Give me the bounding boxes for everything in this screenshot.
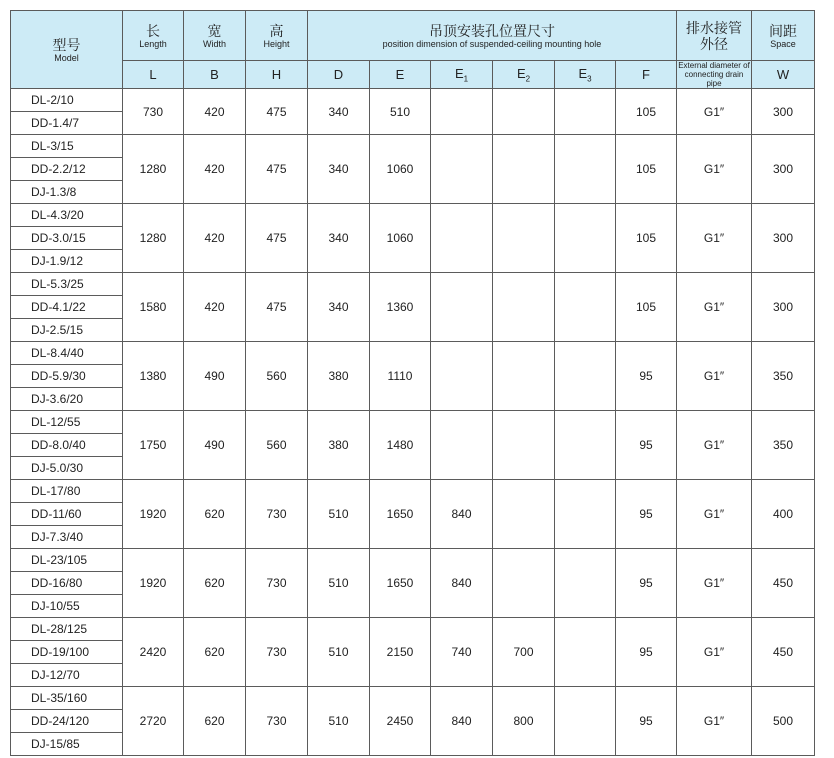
drain-header [677,11,752,61]
height-header-zh: 高 [269,22,284,39]
cell-e1: 840 [431,480,493,549]
model-cell: DJ-5.0/30 [11,457,123,480]
cell-h: 475 [246,273,308,342]
model-cell: DJ-2.5/15 [11,319,123,342]
cell-b: 420 [184,89,246,135]
cell-f: 95 [616,549,677,618]
cell-w: 500 [752,687,815,756]
cell-e2 [493,342,555,411]
cell-f: 105 [616,204,677,273]
cell-l: 1280 [123,135,184,204]
cell-d: 380 [308,411,370,480]
model-cell: DL-12/55 [11,411,123,434]
model-header-zh: 型号 [52,36,81,53]
cell-e3 [555,273,616,342]
table-row [11,135,815,158]
height-header-en: Height [263,38,290,49]
cell-e3 [555,135,616,204]
cell-f: 105 [616,273,677,342]
cell-l: 730 [123,89,184,135]
e2-symbol [493,61,555,89]
cell-e: 1060 [370,204,431,273]
cell-d: 510 [308,549,370,618]
cell-l: 1750 [123,411,184,480]
cell-h: 730 [246,687,308,756]
cell-e: 1060 [370,135,431,204]
cell-d: 340 [308,89,370,135]
height-symbol: H [246,61,308,89]
model-cell: DJ-1.3/8 [11,181,123,204]
model-cell: DD-19/100 [11,641,123,664]
cell-e1 [431,411,493,480]
cell-h: 560 [246,342,308,411]
space-header-zh: 间距 [769,22,797,39]
model-cell: DL-28/125 [11,618,123,641]
cell-e1 [431,204,493,273]
cell-h: 730 [246,618,308,687]
cell-e3 [555,89,616,135]
cell-w: 350 [752,411,815,480]
model-cell: DJ-15/85 [11,733,123,756]
model-cell: DD-3.0/15 [11,227,123,250]
cell-d: 380 [308,342,370,411]
cell-h: 475 [246,135,308,204]
model-cell: DD-24/120 [11,710,123,733]
cell-e3 [555,618,616,687]
cell-drain: G1″ [677,549,752,618]
length-header [123,11,184,61]
cell-e1 [431,135,493,204]
model-cell: DD-4.1/22 [11,296,123,319]
cell-e: 2150 [370,618,431,687]
cell-w: 450 [752,618,815,687]
model-cell: DL-17/80 [11,480,123,503]
cell-w: 300 [752,135,815,204]
cell-l: 2420 [123,618,184,687]
model-cell: DL-5.3/25 [11,273,123,296]
cell-h: 730 [246,480,308,549]
cell-drain: G1″ [677,273,752,342]
space-header [752,11,815,61]
cell-e2 [493,549,555,618]
cell-e: 1650 [370,549,431,618]
cell-l: 1920 [123,549,184,618]
model-cell: DJ-12/70 [11,664,123,687]
e3-letter: E [578,65,588,81]
cell-l: 1920 [123,480,184,549]
cell-b: 420 [184,273,246,342]
model-cell: DD-11/60 [11,503,123,526]
model-cell: DJ-10/55 [11,595,123,618]
cell-e3 [555,480,616,549]
spec-table-container [10,10,815,756]
cell-e: 1360 [370,273,431,342]
table-row [11,89,815,112]
width-header-zh: 宽 [207,22,222,39]
model-cell: DL-35/160 [11,687,123,710]
cell-b: 620 [184,549,246,618]
model-cell: DL-3/15 [11,135,123,158]
model-cell: DL-23/105 [11,549,123,572]
cell-b: 420 [184,135,246,204]
cell-e2 [493,89,555,135]
position-header [308,11,677,61]
space-header-en: Space [770,38,796,49]
cell-b: 620 [184,618,246,687]
cell-d: 340 [308,273,370,342]
model-cell: DD-2.2/12 [11,158,123,181]
model-cell: DD-5.9/30 [11,365,123,388]
model-cell: DJ-7.3/40 [11,526,123,549]
cell-drain: G1″ [677,411,752,480]
cell-f: 95 [616,480,677,549]
d-symbol: D [308,61,370,89]
cell-e1: 840 [431,687,493,756]
cell-drain: G1″ [677,480,752,549]
table-row [11,618,815,641]
model-cell: DJ-1.9/12 [11,250,123,273]
cell-e: 1650 [370,480,431,549]
height-header [246,11,308,61]
model-header [11,11,123,89]
cell-e2 [493,273,555,342]
cell-d: 340 [308,204,370,273]
model-cell: DD-1.4/7 [11,112,123,135]
cell-drain: G1″ [677,89,752,135]
cell-e2: 800 [493,687,555,756]
cell-drain: G1″ [677,687,752,756]
position-header-zh: 吊顶安装孔位置尺寸 [429,22,555,39]
cell-h: 475 [246,89,308,135]
cell-e3 [555,342,616,411]
table-row [11,273,815,296]
drain-header-en-cell [677,61,752,89]
position-header-en: position dimension of suspended-ceiling mounting hole [382,38,602,49]
cell-d: 340 [308,135,370,204]
length-header-zh: 长 [146,22,160,39]
e2-letter: E [516,65,526,81]
cell-e2: 700 [493,618,555,687]
model-cell: DL-8.4/40 [11,342,123,365]
cell-e2 [493,204,555,273]
model-cell: DD-16/80 [11,572,123,595]
cell-e: 2450 [370,687,431,756]
cell-l: 1280 [123,204,184,273]
cell-e1: 840 [431,549,493,618]
cell-w: 350 [752,342,815,411]
cell-h: 475 [246,204,308,273]
width-header-en: Width [202,38,226,49]
cell-f: 95 [616,342,677,411]
table-row [11,480,815,503]
spec-table-body [11,89,815,756]
cell-f: 105 [616,135,677,204]
cell-w: 450 [752,549,815,618]
model-cell: DD-8.0/40 [11,434,123,457]
cell-b: 620 [184,687,246,756]
cell-f: 95 [616,687,677,756]
width-header [184,11,246,61]
cell-e3 [555,204,616,273]
cell-e1 [431,89,493,135]
spec-table [10,10,815,756]
cell-e3 [555,549,616,618]
model-header-en: Model [54,52,79,63]
cell-b: 420 [184,204,246,273]
cell-e2 [493,135,555,204]
cell-drain: G1″ [677,342,752,411]
cell-l: 1380 [123,342,184,411]
cell-e: 1480 [370,411,431,480]
table-row [11,342,815,365]
cell-d: 510 [308,480,370,549]
cell-e2 [493,480,555,549]
drain-header-zh: 排水接管外径 [686,19,742,52]
cell-b: 620 [184,480,246,549]
table-row [11,687,815,710]
e3-subscript: 3 [587,74,592,84]
e1-subscript: 1 [463,74,469,84]
cell-l: 1580 [123,273,184,342]
table-row [11,204,815,227]
length-header-en: Length [139,38,167,49]
cell-w: 300 [752,273,815,342]
space-symbol: W [752,61,815,89]
cell-h: 560 [246,411,308,480]
f-symbol: F [616,61,677,89]
cell-f: 105 [616,89,677,135]
cell-e3 [555,411,616,480]
cell-f: 95 [616,411,677,480]
cell-drain: G1″ [677,204,752,273]
model-cell: DJ-3.6/20 [11,388,123,411]
table-row [11,549,815,572]
cell-e1 [431,273,493,342]
e-symbol: E [370,61,431,89]
cell-w: 300 [752,89,815,135]
cell-d: 510 [308,687,370,756]
cell-e1: 740 [431,618,493,687]
e1-letter: E [454,65,464,81]
length-symbol: L [123,61,184,89]
cell-b: 490 [184,411,246,480]
cell-e2 [493,411,555,480]
width-symbol: B [184,61,246,89]
cell-e3 [555,687,616,756]
e1-symbol [431,61,493,89]
e3-symbol [555,61,616,89]
cell-e: 1110 [370,342,431,411]
cell-e1 [431,342,493,411]
model-cell: DL-4.3/20 [11,204,123,227]
cell-l: 2720 [123,687,184,756]
cell-b: 490 [184,342,246,411]
cell-w: 400 [752,480,815,549]
table-row [11,411,815,434]
drain-header-en: External diameter of connecting drain pipe [678,61,750,88]
cell-drain: G1″ [677,135,752,204]
cell-f: 95 [616,618,677,687]
cell-d: 510 [308,618,370,687]
cell-drain: G1″ [677,618,752,687]
cell-e: 510 [370,89,431,135]
e2-subscript: 2 [525,74,531,84]
model-cell: DL-2/10 [11,89,123,112]
cell-w: 300 [752,204,815,273]
cell-h: 730 [246,549,308,618]
